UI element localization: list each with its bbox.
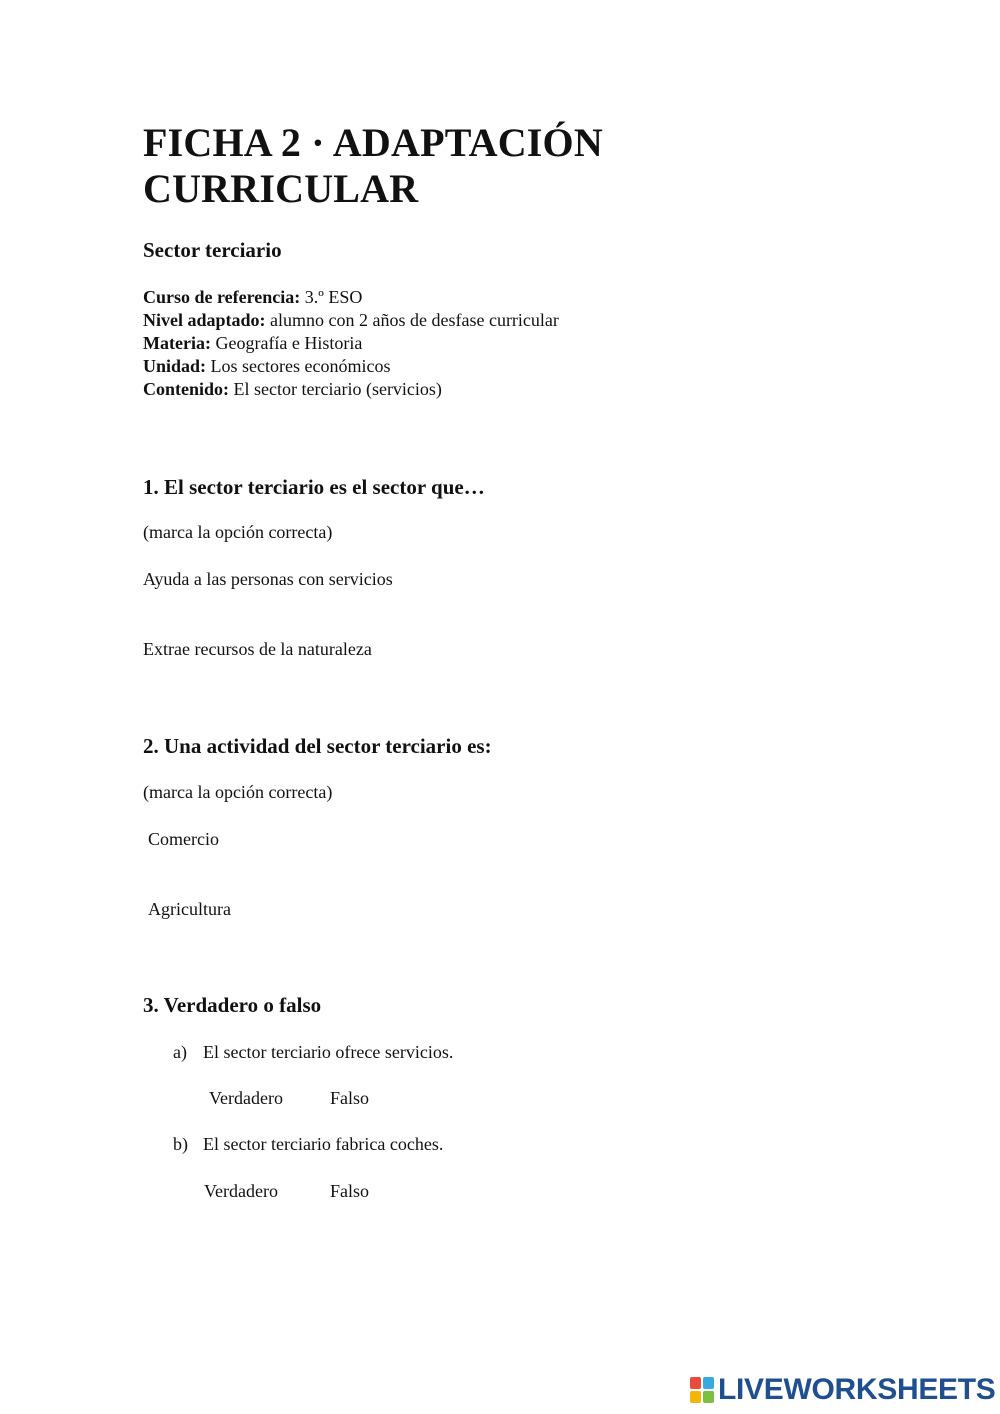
page-title-line-2: CURRICULAR bbox=[143, 166, 419, 211]
question-3a-statement: El sector terciario ofrece servicios. bbox=[203, 1042, 454, 1062]
question-3a-true-option[interactable]: Verdadero bbox=[209, 1088, 283, 1108]
question-1-heading: 1. El sector terciario es el sector que… bbox=[143, 475, 485, 499]
liveworksheets-logo bbox=[690, 1374, 996, 1406]
question-1-instruction: (marca la opción correcta) bbox=[143, 522, 333, 542]
page-title-line-1: FICHA 2 · ADAPTACIÓN bbox=[143, 120, 603, 165]
question-2-option-2[interactable]: Agricultura bbox=[148, 899, 231, 919]
meta-content bbox=[143, 378, 442, 401]
question-2-instruction: (marca la opción correcta) bbox=[143, 782, 333, 802]
question-1-option-2[interactable]: Extrae recursos de la naturaleza bbox=[143, 639, 372, 659]
liveworksheets-logo-text: LIVEWORKSHEETS bbox=[718, 1373, 996, 1406]
meta-content-value: El sector terciario (servicios) bbox=[229, 379, 442, 399]
question-3a-marker: a) bbox=[173, 1042, 187, 1062]
meta-unit-value: Los sectores económicos bbox=[206, 356, 391, 376]
question-2-option-1[interactable]: Comercio bbox=[148, 829, 219, 849]
meta-level-label: Nivel adaptado: bbox=[143, 310, 266, 330]
meta-unit bbox=[143, 355, 390, 378]
meta-course bbox=[143, 286, 362, 309]
question-3b-false-option[interactable]: Falso bbox=[330, 1181, 370, 1201]
meta-subject-label: Materia: bbox=[143, 333, 211, 353]
question-2-heading: 2. Una actividad del sector terciario es: bbox=[143, 734, 492, 758]
question-3a-false-option[interactable]: Falso bbox=[330, 1088, 370, 1108]
question-1-option-1[interactable]: Ayuda a las personas con servicios bbox=[143, 569, 393, 589]
meta-subject bbox=[143, 332, 362, 355]
question-3-heading: 3. Verdadero o falso bbox=[143, 993, 322, 1017]
question-3b-marker: b) bbox=[173, 1134, 188, 1154]
meta-course-value: 3.º ESO bbox=[300, 287, 363, 307]
meta-course-label: Curso de referencia: bbox=[143, 287, 301, 307]
meta-level bbox=[143, 309, 559, 332]
question-3b-true-option[interactable]: Verdadero bbox=[204, 1181, 278, 1201]
question-3b-statement: El sector terciario fabrica coches. bbox=[203, 1134, 444, 1154]
liveworksheets-logo-icon bbox=[690, 1377, 714, 1403]
page-subtitle: Sector terciario bbox=[143, 238, 282, 262]
meta-subject-value: Geografía e Historia bbox=[210, 333, 363, 353]
meta-content-label: Contenido: bbox=[143, 379, 230, 399]
meta-unit-label: Unidad: bbox=[143, 356, 207, 376]
meta-level-value: alumno con 2 años de desfase curricular bbox=[265, 310, 559, 330]
